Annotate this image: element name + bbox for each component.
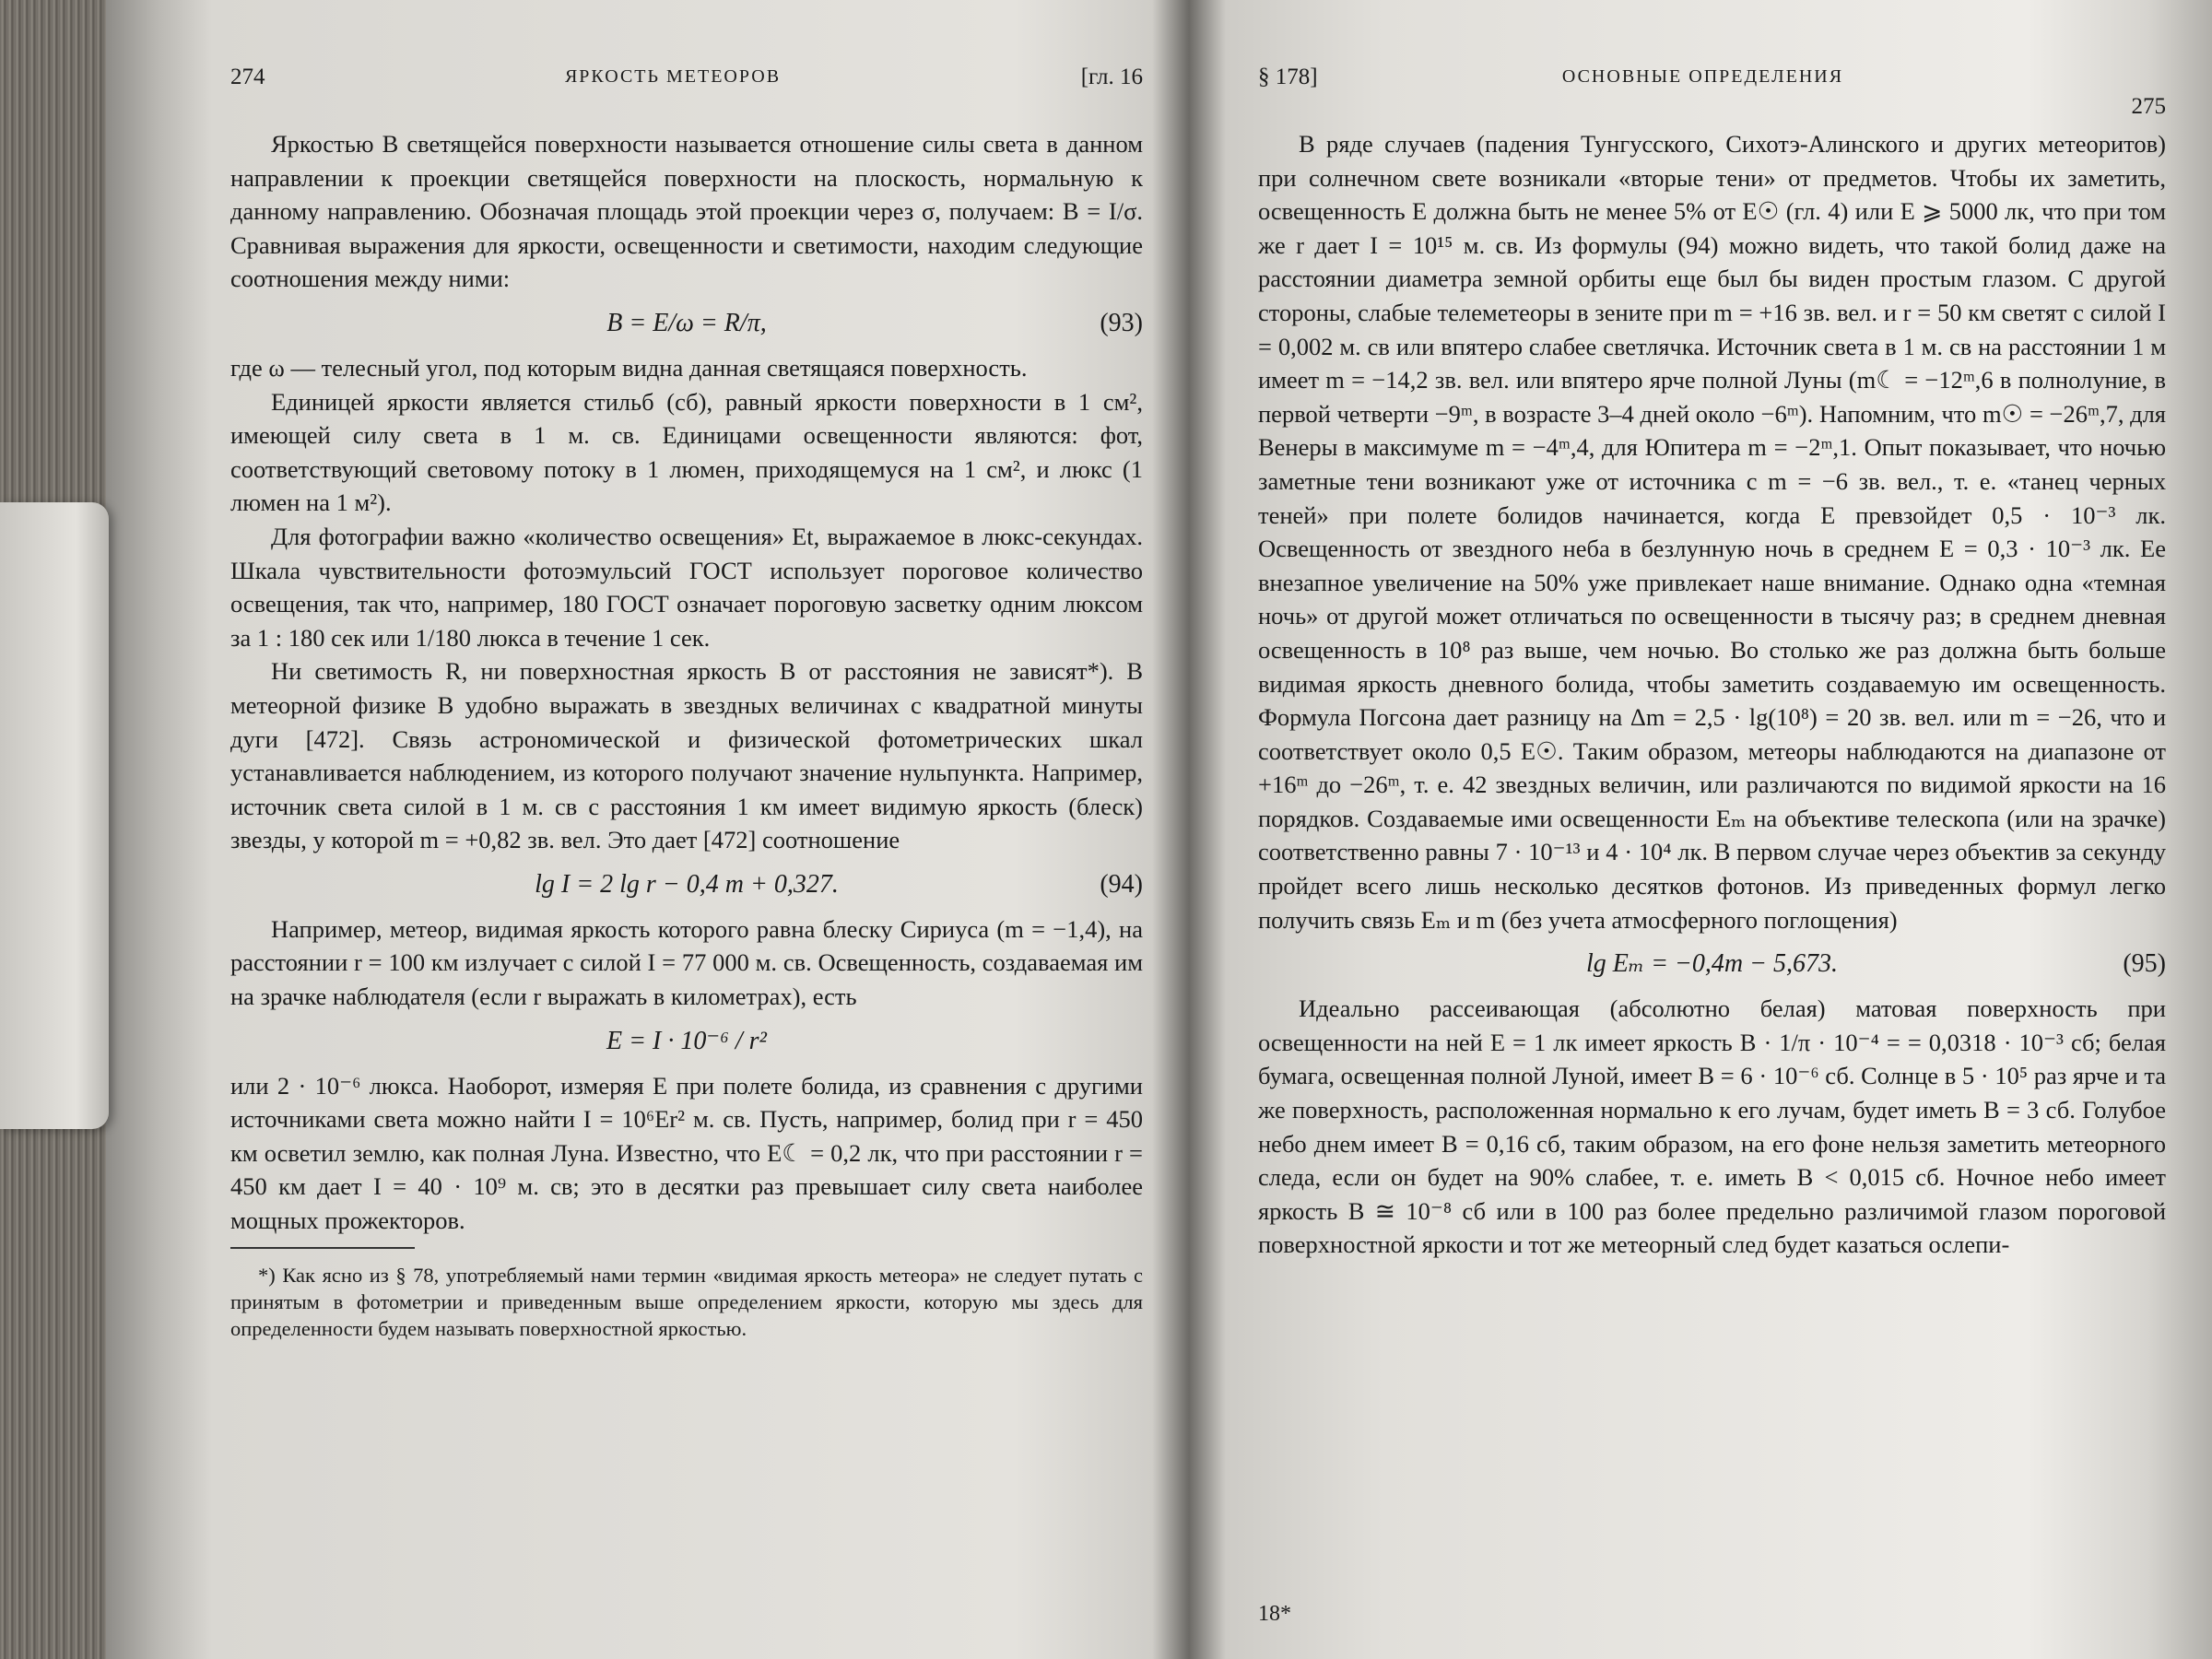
right-page-number: 275: [2131, 94, 2166, 119]
paragraph: Ни светимость R, ни поверхностная яркость B от расстояния не зависят*). В метеорной физике B удобно выражать в звездных величинах с квадратной минуты дуги [472]. Связь астрономической и физической фотометрических шкал устанавливается наблюдением, из которого получают значение нульпункта. Например, источник света силой в 1 м. св с расстояния 1 км имеет видимую яркость (блеск) звезды, у которой m = +0,82 зв. вел. Это дает [472] соотношение: [230, 657, 1143, 854]
footnote: *) Как ясно из § 78, употребляемый нами термин «видимая яркость метеора» не следует путать с принятым в фотометрии и приведенным выше определением яркости, которую мы здесь для определенности будем называть поверхностной яркостью.: [230, 1263, 1143, 1340]
formula-number: (94): [1100, 869, 1143, 899]
formula-94: [230, 861, 1143, 909]
paragraph: где ω — телесный угол, под которым видна данная светящаяся поверхность.: [230, 353, 1028, 382]
formula-number: (93): [1100, 308, 1143, 337]
bookmark: [0, 502, 109, 1129]
paragraph: Единицей яркости является стильб (сб), равный яркости поверхности в 1 см², имеющей силу света в 1 м. св. Единицами освещенности являются: фот, соответствующий световому потоку в 1 люмен, приходящемуся на 1 см², и люкс (1 люмен на 1 м²).: [230, 387, 1143, 517]
formula-95: [1258, 940, 2166, 988]
left-running-title: ЯРКОСТЬ МЕТЕОРОВ: [564, 66, 782, 87]
paragraph: Например, метеор, видимая яркость которого равна блеску Сириуса (m = −1,4), на расстоянии r = 100 км излучает с силой I = 77 000 м. св. Освещенность, создаваемая им на зрачке наблюдателя (если r выражать в километрах), есть: [230, 914, 1143, 1011]
paragraph: или 2 · 10⁻⁶ люкса. Наоборот, измеряя E при полете болида, из сравнения с другими источниками света можно найти I = 10⁶Er² м. св. Пусть, например, болид при r = 450 км осветил землю, как полная Луна. Известно, что E☾ = 0,2 лк, что при расстоянии r = 450 км дает I = 40 · 10⁹ м. св; это в десятки раз превышает силу света наиболее мощных прожекторов.: [230, 1071, 1143, 1235]
paragraph: Яркостью B светящейся поверхности называется отношение силы света в данном направлении к проекции светящейся поверхности на плоскость, нормальную к данному направлению. Обозначая площадь этой проекции через σ, получаем: B = I/σ. Сравнивая выражения для яркости, освещенности и светимости, находим следующие соотношения между ними:: [230, 130, 1143, 293]
left-page: [203, 0, 1143, 1659]
printer-signature: 18*: [1258, 1602, 1291, 1626]
left-page-body: [230, 127, 1143, 1342]
formula-text: B = E/ω = R/π,: [606, 308, 767, 337]
paragraph: Идеально рассеивающая (абсолютно белая) матовая поверхность при освещенности на ней E = 1 лк имеет яркость B · 1/π · 10⁻⁴ = = 0,0318 · 10⁻³ сб; белая бумага, освещенная полной Луной, имеет B = 6 · 10⁻⁶ сб. Солнце в 5 · 10⁵ раз ярче и та же поверхность, расположенная нормально к его лучам, будет иметь B = 3 сб. Голубое небо днем имеет B = 0,16 сб, таким образом, на его фоне нельзя заметить метеорного следа, если он будет на 90% слабее, т. е. иметь B < 0,015 сб. Ночное небо имеет яркость B ≅ 10⁻⁸ сб или в 100 раз более предельно различимой глазом пороговой поверхностной яркости и тот же метеорный след будет казаться ослепи-: [1258, 994, 2166, 1259]
footnote-divider: [230, 1247, 415, 1249]
paragraph: Для фотографии важно «количество освещения» Et, выражаемое в люкс-секундах. Шкала чувствительности фотоэмульсий ГОСТ использует пороговое количество освещения, так что, например, 180 ГОСТ означает пороговую засветку одним люксом за 1 : 180 сек или 1/180 люкса в течение 1 сек.: [230, 522, 1143, 652]
paragraph: В ряде случаев (падения Тунгусского, Сихотэ-Алинского и других метеоритов) при солнечном свете возникали «вторые тени» от предметов. Чтобы их заметить, освещенность E должна быть не менее 5% от E☉ (гл. 4) или E ⩾ 5000 лк, что при том же r дает I = 10¹⁵ м. св. Из формулы (94) можно видеть, что такой болид даже на расстоянии диаметра земной орбиты еще был бы виден простым глазом. С другой стороны, слабые телеметеоры в зените при m = +16 зв. вел. и r = 50 км светят с силой I = 0,002 м. св или впятеро слабее светлячка. Источник света в 1 м. св на расстоянии 1 м имеет m = −14,2 зв. вел. или впятеро ярче полной Луны (m☾ = −12ᵐ,6 в полнолуние, в первой четверти −9ᵐ, в возрасте 3–4 дней около −6ᵐ). Напомним, что m☉ = −26ᵐ,7, для Венеры в максимуме m = −4ᵐ,4, для Юпитера m = −2ᵐ,1. Опыт показывает, что ночью заметные тени возникают уже от источника с m = −6 зв. вел., т. е. «танец черных теней» при полете болидов начинается, когда E превзойдет 0,5 · 10⁻³ лк. Освещенность от звездного неба в безлунную ночь в среднем E = 0,3 · 10⁻³ лк. Ее внезапное увеличение на 50% уже привлекает наше внимание. Однако одна «темная ночь» от другой может отличаться по освещенности в тысячу раз; в среднем дневная освещенность в 10⁸ раз выше, чем ночью. Во столько же раз должна быть больше видимая яркость дневного болида, чтобы заметить создаваемую им освещенность. Формула Погсона дает разницу на Δm = 2,5 · lg(10⁸) = 20 зв. вел. или m = −26, что и соответствует около 0,5 E☉. Таким образом, метеоры наблюдаются на диапазоне от +16ᵐ до −26ᵐ, т. е. 42 звездных величин, или различаются по видимой яркости на 16 порядков. Создаваемые ими освещенности Eₘ на объективе телескопа (или на зрачке) соответственно равны 7 · 10⁻¹³ и 4 · 10⁴ лк. В первом случае через объектив за секунду пройдет всего лишь несколько десятков фотонов. Из приведенных формул легко получить связь Eₘ и m (без учета атмосферного поглощения): [1258, 130, 2166, 934]
formula-93: [230, 300, 1143, 347]
left-chapter-ref: [гл. 16: [1080, 65, 1143, 89]
left-page-number: 274: [230, 65, 265, 89]
right-running-title: ОСНОВНЫЕ ОПРЕДЕЛЕНИЯ: [1561, 66, 1844, 87]
formula-text: lg Eₘ = −0,4m − 5,673.: [1586, 949, 1838, 979]
right-page-header: [1240, 65, 2166, 119]
formula-number: (95): [2123, 949, 2166, 979]
left-page-header: [203, 65, 1143, 105]
formula-e: [230, 1018, 1143, 1065]
right-section-ref: § 178]: [1258, 65, 1318, 89]
formula-text: lg I = 2 lg r − 0,4 m + 0,327.: [535, 869, 839, 899]
formula-text: E = I · 10⁻⁶ / r²: [606, 1026, 767, 1055]
right-page: [1240, 0, 2166, 1659]
right-page-body: [1258, 127, 2166, 1262]
